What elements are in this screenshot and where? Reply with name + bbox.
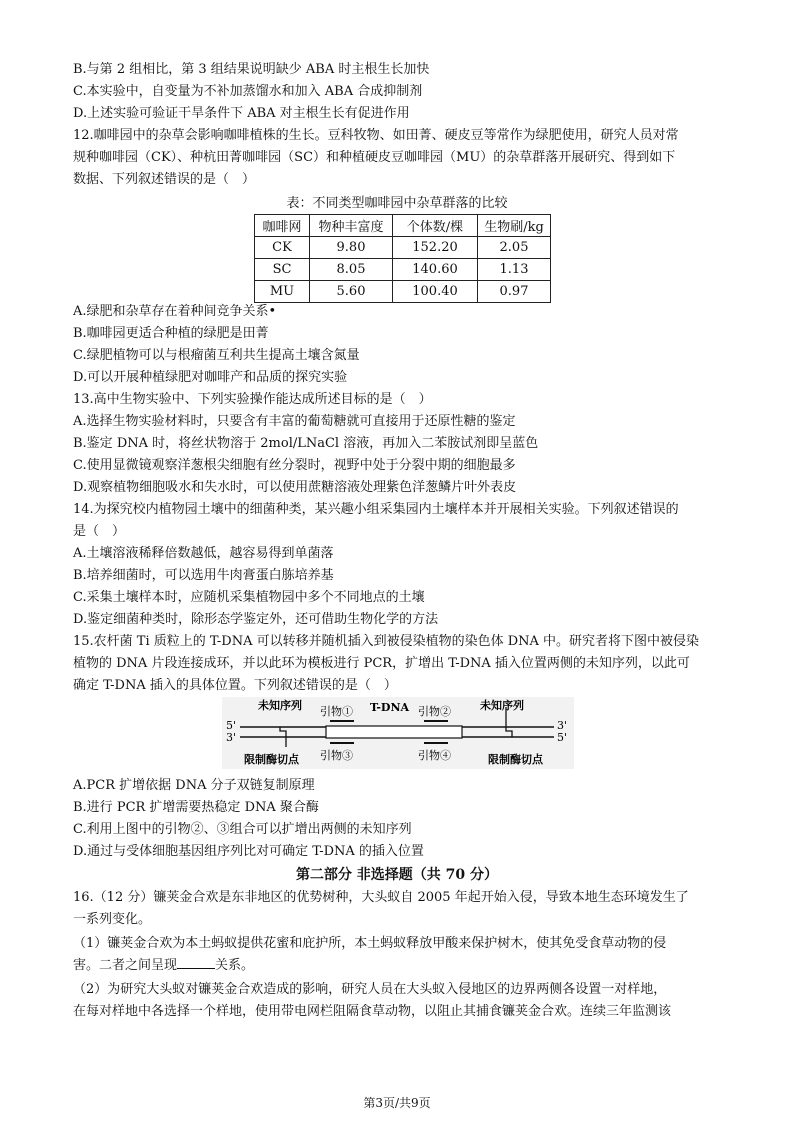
q14-option-a: A.土壤溶液稀释倍数越低，越容易得到单菌落 xyxy=(73,546,334,561)
table-cell: 8.05 xyxy=(310,259,393,281)
q15-option-b: B.进行 PCR 扩增需要热稳定 DNA 聚合酶 xyxy=(73,800,319,815)
tdna-segment xyxy=(326,726,462,738)
table-cell: MU xyxy=(255,281,310,303)
table-cell: 140.60 xyxy=(393,259,478,281)
q13-option-a: A.选择生物实验材料时，只要含有丰富的葡萄糖就可直接用于还原性糖的鉴定 xyxy=(73,414,516,429)
q16-part2-line2: 在每对样地中各选择一个样地，使用带电网栏阻隔食草动物，以阻止其捕食镰荚金合欢。连续三年监测该 xyxy=(73,1004,672,1019)
q13-option-b: B.鉴定 DNA 时，将丝状物溶于 2mol/LNaCl 溶液，再加入二苯胺试剂即呈蓝色 xyxy=(73,436,539,451)
answer-blank[interactable] xyxy=(177,956,215,969)
table-cell: 2.05 xyxy=(478,237,551,259)
q14-stem-line1: 14.为探究校内植物园土壤中的细菌种类，某兴趣小组采集园内土壤样本并开展相关实验。下列叙述错误的 xyxy=(73,502,679,517)
q13-option-d: D.观察植物细胞吸水和失水时，可以使用蔗糖溶液处理紫色洋葱鳞片叶外表皮 xyxy=(73,480,517,495)
table-row xyxy=(255,259,551,281)
q12-stem-line3: 数据、下列叙述错误的是（ ） xyxy=(73,172,256,187)
five-prime-left-label: 5' xyxy=(226,719,237,732)
q12-option-c: C.绿肥植物可以与根瘤菌互利共生提高土壤含氮量 xyxy=(73,348,360,363)
tdna-insertion-diagram xyxy=(222,697,574,769)
three-prime-right-label: 3' xyxy=(557,719,568,732)
q12-option-a: A.绿肥和杂草存在着种间竞争关系• xyxy=(73,304,277,319)
q16-part1-text-before-blank: 害。二者之间呈现 xyxy=(73,958,178,973)
q12-option-d: D.可以开展种植绿肥对咖啡产和品质的探究实验 xyxy=(73,370,348,385)
table-header-cell: 物种丰富度 xyxy=(310,215,393,237)
table-header-cell: 生物刷/kg xyxy=(478,215,551,237)
q12-option-b: B.咖啡园更适合种植的绿肥是田菁 xyxy=(73,326,269,341)
q16-stem-line1: 16.（12 分）镰荚金合欢是东非地区的优势树种，大头蚁自 2005 年起开始入侵，导致本地生态环境发生了 xyxy=(73,890,689,905)
table-header-cell: 咖啡网 xyxy=(255,215,310,237)
table-cell: 100.40 xyxy=(393,281,478,303)
section-title: 第二部分 非选择题（共 70 分） xyxy=(295,867,499,883)
q16-part2-line1: （2）为研究大头蚁对镰荚金合欢造成的影响，研究人员在大头蚁入侵地区的边界两侧各设置一对样地， xyxy=(73,982,667,997)
table-row xyxy=(255,281,551,303)
primer3-label: 引物③ xyxy=(320,749,353,762)
table-cell: SC xyxy=(255,259,310,281)
table-header-row xyxy=(255,215,551,237)
table-cell: 1.13 xyxy=(478,259,551,281)
table-cell: 9.80 xyxy=(310,237,393,259)
unknown-seq-right-label: 未知序列 xyxy=(480,699,524,712)
table-cell: 0.97 xyxy=(478,281,551,303)
q15-option-c: C.利用上图中的引物②、③组合可以扩增出两侧的未知序列 xyxy=(73,822,412,837)
q16-stem-line2: 一系列变化。 xyxy=(73,912,152,927)
q16-part1-line1: （1）镰荚金合欢为本土蚂蚁提供花蜜和庇护所，本土蚂蚁释放甲酸来保护树木，使其免受食草动物的侵 xyxy=(73,936,667,951)
q15-stem-line1: 15.农杆菌 Ti 质粒上的 T-DNA 可以转移并随机插入到被侵染植物的染色体 DNA 中。研究者将下图中被侵染 xyxy=(73,634,700,649)
restriction-site-right-label: 限制酶切点 xyxy=(488,753,543,766)
table-header-cell: 个体数/棵 xyxy=(393,215,478,237)
q11-option-d: D.上述实验可验证干旱条件下 ABA 对主根生长有促进作用 xyxy=(73,106,410,121)
primer2-label: 引物② xyxy=(418,705,451,718)
page-footer: 第3页/共9页 xyxy=(363,1096,431,1110)
q14-stem-line2: 是（ ） xyxy=(73,524,126,539)
q11-option-b: B.与第 2 组相比，第 3 组结果说明缺少 ABA 时主根生长加快 xyxy=(73,62,430,77)
unknown-seq-left-label: 未知序列 xyxy=(258,699,302,712)
q16-part1-line2 xyxy=(73,956,254,976)
q15-option-d: D.通过与受体细胞基因组序列比对可确定 T-DNA 的插入位置 xyxy=(73,844,424,859)
table-cell: 152.20 xyxy=(393,237,478,259)
weed-community-table xyxy=(254,214,551,303)
q13-option-c: C.使用显微镜观察洋葱根尖细胞有丝分裂时，视野中处于分裂中期的细胞最多 xyxy=(73,458,516,473)
q15-option-a: A.PCR 扩增依据 DNA 分子双链复制原理 xyxy=(73,778,315,793)
q13-stem: 13.高中生物实验中、下列实验操作能达成所述目标的是（ ） xyxy=(73,392,432,407)
q15-stem-line2: 植物的 DNA 片段连接成环，并以此环为模板进行 PCR，扩增出 T-DNA 插入位置两侧的未知序列，以此可 xyxy=(73,656,690,671)
primer1-label: 引物① xyxy=(320,705,353,718)
q12-stem-line2: 规种咖啡园（CK）、种杭田菁咖啡园（SC）和种植硬皮豆咖啡园（MU）的杂草群落开展研究、得到如下 xyxy=(73,150,676,165)
q16-part1-text-after-blank: 关系。 xyxy=(215,958,255,973)
q15-stem-line3: 确定 T-DNA 插入的具体位置。下列叙述错误的是（ ） xyxy=(73,678,397,693)
table-cell: CK xyxy=(255,237,310,259)
q12-stem-line1: 12.咖啡园中的杂草会影响咖啡植株的生长。豆科牧物、如田菁、硬皮豆等常作为绿肥使用，研究人员对常 xyxy=(73,128,679,143)
table-caption: 表：不同类型咖啡园中杂草群落的比较 xyxy=(286,196,508,211)
primer4-label: 引物④ xyxy=(418,749,451,762)
tdna-label: T-DNA xyxy=(370,701,410,714)
q14-option-b: B.培养细菌时，可以选用牛肉膏蛋白胨培养基 xyxy=(73,568,334,583)
table-cell: 5.60 xyxy=(310,281,393,303)
q14-option-d: D.鉴定细菌种类时，除形态学鉴定外，还可借助生物化学的方法 xyxy=(73,612,439,627)
five-prime-right-label: 5' xyxy=(557,731,568,744)
three-prime-left-label: 3' xyxy=(226,731,237,744)
restriction-site-left-label: 限制酶切点 xyxy=(244,753,299,766)
table-row xyxy=(255,237,551,259)
q14-option-c: C.采集土壤样本时，应随机采集植物园中多个不同地点的土壤 xyxy=(73,590,425,605)
q11-option-c: C.本实验中，自变量为不补加蒸馏水和加入 ABA 合成抑制剂 xyxy=(73,84,423,99)
